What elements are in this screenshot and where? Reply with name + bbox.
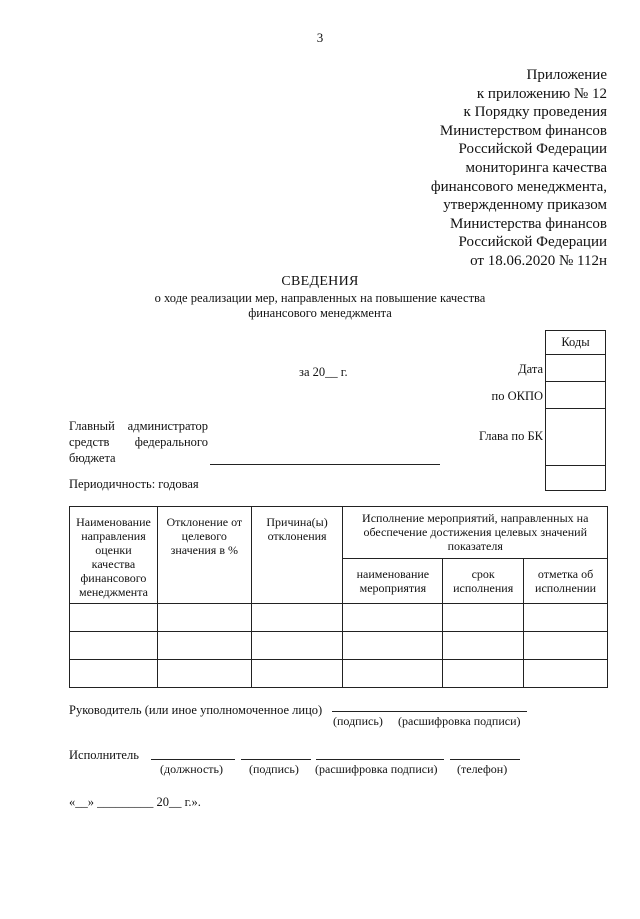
period-label: за 20__ г. — [299, 365, 348, 379]
table-cell[interactable] — [524, 604, 608, 632]
table-cell[interactable] — [343, 604, 443, 632]
header-line: Причина(ы) — [266, 515, 328, 529]
appendix-line: Министерства финансов — [450, 215, 607, 232]
appendix-line: к Порядку проведения — [463, 104, 607, 121]
appendix-line: Приложение — [526, 67, 607, 83]
bk-label: Глава по БК — [478, 429, 543, 443]
table-cell[interactable] — [251, 604, 343, 632]
appendix-line: Российской Федерации — [458, 141, 607, 158]
table-cell[interactable] — [443, 660, 524, 688]
table-row — [70, 660, 608, 688]
head-signature-line[interactable] — [332, 711, 527, 712]
header-line: обеспечение достижения целевых значений — [363, 525, 587, 539]
header-line: качества — [91, 557, 136, 571]
date-label: Дата — [518, 362, 543, 376]
code-bk-cell — [546, 408, 605, 465]
exec-phone-caption: (телефон) — [457, 762, 508, 776]
page-number: 3 — [316, 30, 324, 45]
exec-sign-line[interactable] — [241, 759, 311, 760]
header-line: Наименование — [76, 515, 151, 529]
table-cell[interactable] — [251, 660, 343, 688]
appendix-line: финансового менеджмента, — [430, 178, 607, 195]
header-line: оценки — [95, 543, 132, 557]
executor-label: Исполнитель — [69, 748, 139, 762]
table-row — [70, 604, 608, 632]
header-line: Исполнение мероприятий, направленных на — [362, 511, 589, 525]
appendix-line: Российской Федерации — [458, 234, 607, 251]
header-line: значения в % — [170, 543, 238, 557]
table-row — [70, 632, 608, 660]
col-header-deviation — [157, 507, 251, 604]
appendix-block — [431, 66, 607, 271]
appendix-line: Министерством финансов — [439, 122, 607, 139]
code-date-cell — [546, 354, 605, 381]
document-subtitle — [0, 291, 640, 321]
table-cell[interactable] — [443, 604, 524, 632]
header-line: менеджмента — [78, 585, 148, 599]
head-signature-label: Руководитель (или иное уполномоченное лицо) — [69, 703, 323, 717]
header-line: наименование — [356, 567, 430, 581]
appendix-line: к приложению № 12 — [476, 85, 607, 102]
document-title: СВЕДЕНИЯ — [281, 274, 359, 289]
col-header-measure-name — [343, 559, 443, 604]
codes-box — [545, 330, 606, 491]
header-line: отклонения — [267, 529, 327, 543]
admin-word: Главный — [69, 419, 115, 433]
exec-position-caption: (должность) — [160, 762, 223, 776]
date-line: «__» _________ 20__ г.». — [69, 795, 201, 809]
appendix-line: от 18.06.2020 № 112н — [470, 252, 607, 269]
header-line: исполнения — [453, 581, 514, 595]
header-line: направления — [81, 529, 146, 543]
exec-position-line[interactable] — [151, 759, 235, 760]
table-cell[interactable] — [157, 632, 251, 660]
col-header-deadline — [443, 559, 524, 604]
codes-header: Коды — [561, 335, 590, 349]
head-sign-caption: (подпись) — [333, 714, 383, 728]
appendix-line: мониторинга качества — [465, 159, 607, 176]
okpo-label: по ОКПО — [491, 389, 543, 403]
table-cell[interactable] — [157, 660, 251, 688]
admin-word: федерального — [134, 435, 208, 449]
admin-word: администратор — [127, 419, 208, 433]
table-cell[interactable] — [524, 632, 608, 660]
table-cell[interactable] — [343, 660, 443, 688]
head-decode-caption: (расшифровка подписи) — [398, 714, 521, 728]
header-line: срок — [471, 567, 495, 581]
header-line: мероприятия — [359, 581, 427, 595]
col-header-execution — [343, 507, 608, 559]
measures-table — [69, 506, 608, 688]
table-cell[interactable] — [70, 660, 158, 688]
code-okpo-cell — [546, 381, 605, 408]
exec-decode-caption: (расшифровка подписи) — [315, 762, 438, 776]
table-cell[interactable] — [70, 632, 158, 660]
admin-word: средств — [69, 435, 110, 449]
header-line: отметка об — [537, 567, 594, 581]
periodicity-label: Периодичность: годовая — [69, 477, 199, 491]
table-cell[interactable] — [343, 632, 443, 660]
table-cell[interactable] — [70, 604, 158, 632]
exec-sign-caption: (подпись) — [249, 762, 299, 776]
subtitle-line: финансового менеджмента — [248, 306, 392, 320]
exec-decode-line[interactable] — [316, 759, 444, 760]
table-cell[interactable] — [524, 660, 608, 688]
appendix-line: утвержденному приказом — [443, 197, 607, 214]
table-cell[interactable] — [443, 632, 524, 660]
col-header-direction — [70, 507, 158, 604]
header-line: Отклонение от — [166, 515, 243, 529]
table-cell[interactable] — [251, 632, 343, 660]
col-header-reason — [251, 507, 343, 604]
header-line: показателя — [447, 539, 503, 553]
administrator-label — [69, 418, 208, 466]
exec-phone-line[interactable] — [450, 759, 520, 760]
table-cell[interactable] — [157, 604, 251, 632]
admin-word: бюджета — [69, 451, 116, 465]
header-line: финансового — [80, 571, 147, 585]
subtitle-line: о ходе реализации мер, направленных на повышение качества — [154, 291, 486, 305]
administrator-underline — [210, 464, 440, 465]
header-line: исполнении — [535, 581, 597, 595]
code-empty-cell — [546, 465, 605, 490]
col-header-mark — [524, 559, 608, 604]
table-header-row — [70, 507, 608, 559]
header-line: целевого — [181, 529, 227, 543]
